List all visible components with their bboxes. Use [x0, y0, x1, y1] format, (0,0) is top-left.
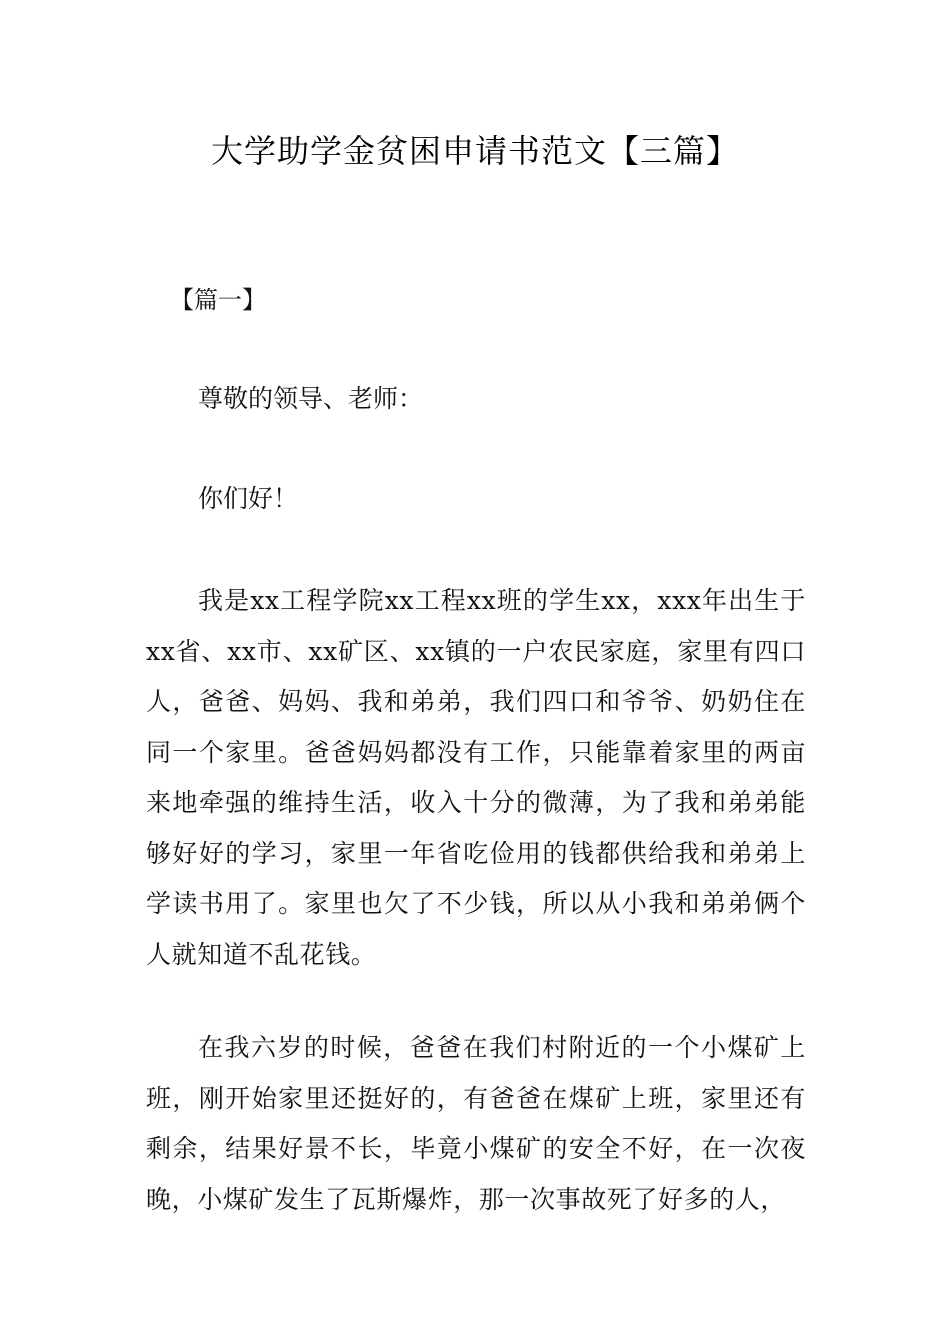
- section-label: 【篇一】: [170, 286, 266, 314]
- body-paragraph: 在我六岁的时候，爸爸在我们村附近的一个小煤矿上班，刚开始家里还挺好的，有爸爸在煤矿上班，家里还有剩余，结果好景不长，毕竟小煤矿的安全不好，在一次夜晚，小煤矿发生了瓦斯爆炸，那一次事故死了好多的人，: [146, 1033, 806, 1214]
- body-paragraph: 我是xx工程学院xx工程xx班的学生xx，xxx年出生于xx省、xx市、xx矿区、xx镇的一户农民家庭，家里有四口人，爸爸、妈妈、我和弟弟，我们四口和爷爷、奶奶住在同一个家里。爸爸妈妈都没有工作，只能靠着家里的两亩来地牵强的维持生活，收入十分的微薄，为了我和弟弟能够好好的学习，家里一年省吃俭用的钱都供给我和弟弟上学读书用了。家里也欠了不少钱，所以从小我和弟弟俩个人就知道不乱花钱。: [146, 586, 806, 969]
- document-title: 大学助学金贫困申请书范文【三篇】: [210, 132, 739, 170]
- salutation: 尊敬的领导、老师：: [198, 384, 424, 413]
- greeting: 你们好！: [198, 484, 299, 513]
